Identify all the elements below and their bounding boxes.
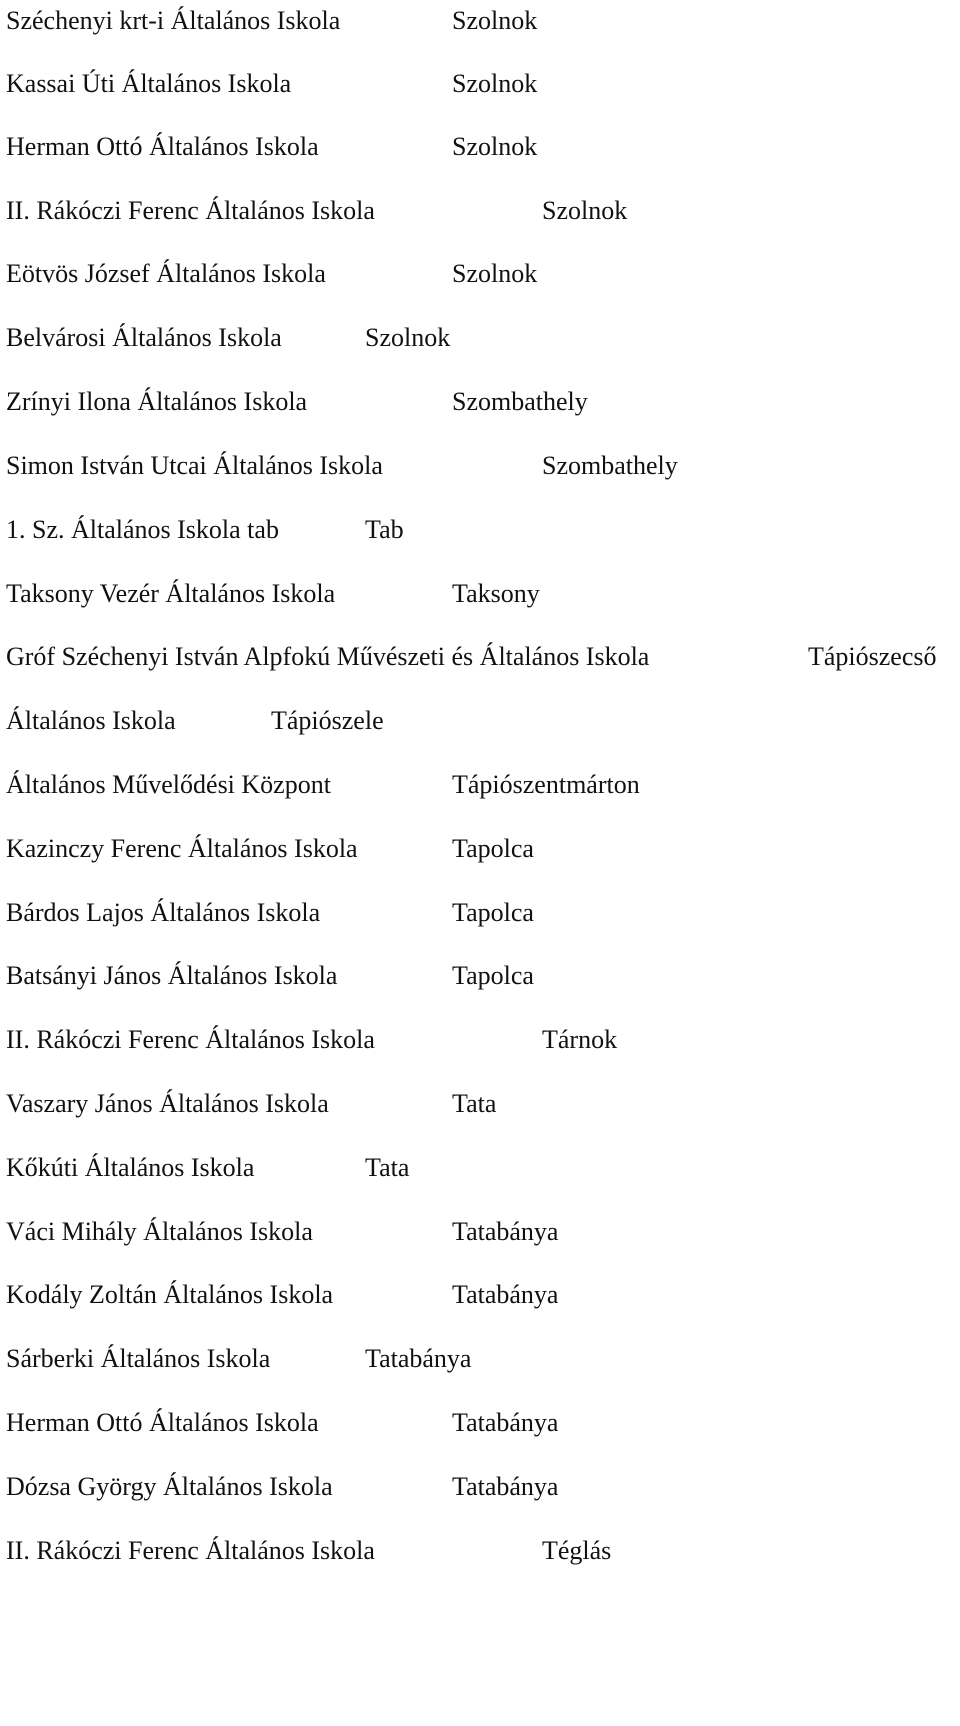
- city-name: Tatabánya: [365, 1344, 472, 1373]
- list-row: [0, 1531, 960, 1571]
- city-name: Tata: [365, 1153, 410, 1182]
- city-name: Tab: [365, 515, 404, 544]
- school-name: Eötvös József Általános Iskola: [6, 259, 326, 288]
- city-name: Tápiószecső: [808, 642, 937, 671]
- list-row: [0, 1403, 960, 1443]
- city-name: Szolnok: [452, 6, 538, 35]
- list-row: [0, 1148, 960, 1188]
- city-name: Tápiószentmárton: [452, 770, 640, 799]
- list-row: [0, 127, 960, 167]
- city-name: Tapolca: [452, 961, 534, 990]
- school-name: Váci Mihály Általános Iskola: [6, 1217, 313, 1246]
- school-name: Sárberki Általános Iskola: [6, 1344, 271, 1373]
- list-row: [0, 191, 960, 231]
- city-name: Téglás: [542, 1536, 612, 1565]
- school-name: Taksony Vezér Általános Iskola: [6, 579, 336, 608]
- list-row: [0, 510, 960, 550]
- school-name: Bárdos Lajos Általános Iskola: [6, 898, 321, 927]
- city-name: Tatabánya: [452, 1472, 559, 1501]
- list-row: [0, 254, 960, 294]
- city-name: Tapolca: [452, 898, 534, 927]
- city-name: Tatabánya: [452, 1408, 559, 1437]
- city-name: Szolnok: [542, 196, 628, 225]
- city-name: Szombathely: [452, 387, 588, 416]
- school-name: Belvárosi Általános Iskola: [6, 323, 282, 352]
- list-row: [0, 574, 960, 614]
- school-name: Zrínyi Ilona Általános Iskola: [6, 387, 308, 416]
- city-name: Tápiószele: [271, 706, 384, 735]
- list-row: [0, 701, 960, 741]
- school-name: Kodály Zoltán Általános Iskola: [6, 1280, 334, 1309]
- list-row: [0, 956, 960, 996]
- list-row: [0, 1212, 960, 1252]
- list-row: [0, 382, 960, 422]
- school-name: Általános Művelődési Központ: [6, 770, 331, 799]
- city-name: Szolnok: [452, 259, 538, 288]
- school-name: Dózsa György Általános Iskola: [6, 1472, 333, 1501]
- school-name: II. Rákóczi Ferenc Általános Iskola: [6, 196, 375, 225]
- school-name: II. Rákóczi Ferenc Általános Iskola: [6, 1025, 375, 1054]
- city-name: Szolnok: [365, 323, 451, 352]
- school-name: Széchenyi krt-i Általános Iskola: [6, 6, 341, 35]
- school-name: Simon István Utcai Általános Iskola: [6, 451, 383, 480]
- city-name: Taksony: [452, 579, 540, 608]
- list-row: [0, 1339, 960, 1379]
- city-name: Tapolca: [452, 834, 534, 863]
- list-row: [0, 893, 960, 933]
- school-name: Gróf Széchenyi István Alpfokú Művészeti és Általános Iskola: [6, 642, 650, 671]
- list-row: [0, 1275, 960, 1315]
- city-name: Szolnok: [452, 69, 538, 98]
- city-name: Tatabánya: [452, 1217, 559, 1246]
- city-name: Tatabánya: [452, 1280, 559, 1309]
- list-row: [0, 829, 960, 869]
- city-name: Szolnok: [452, 132, 538, 161]
- city-name: Tárnok: [542, 1025, 618, 1054]
- list-row: [0, 1020, 960, 1060]
- school-name: II. Rákóczi Ferenc Általános Iskola: [6, 1536, 375, 1565]
- list-row: [0, 637, 960, 677]
- list-row: [0, 64, 960, 104]
- list-row: [0, 1467, 960, 1507]
- city-name: Tata: [452, 1089, 497, 1118]
- list-row: [0, 765, 960, 805]
- list-row: [0, 318, 960, 358]
- school-name: Batsányi János Általános Iskola: [6, 961, 338, 990]
- school-name: 1. Sz. Általános Iskola tab: [6, 515, 279, 544]
- list-row: [0, 1, 960, 41]
- school-name: Kassai Úti Általános Iskola: [6, 69, 292, 98]
- list-row: [0, 1084, 960, 1124]
- school-name: Vaszary János Általános Iskola: [6, 1089, 329, 1118]
- school-name: Kőkúti Általános Iskola: [6, 1153, 255, 1182]
- city-name: Szombathely: [542, 451, 678, 480]
- school-name: Herman Ottó Általános Iskola: [6, 1408, 319, 1437]
- list-row: [0, 446, 960, 486]
- school-name: Kazinczy Ferenc Általános Iskola: [6, 834, 358, 863]
- school-name: Általános Iskola: [6, 706, 176, 735]
- school-name: Herman Ottó Általános Iskola: [6, 132, 319, 161]
